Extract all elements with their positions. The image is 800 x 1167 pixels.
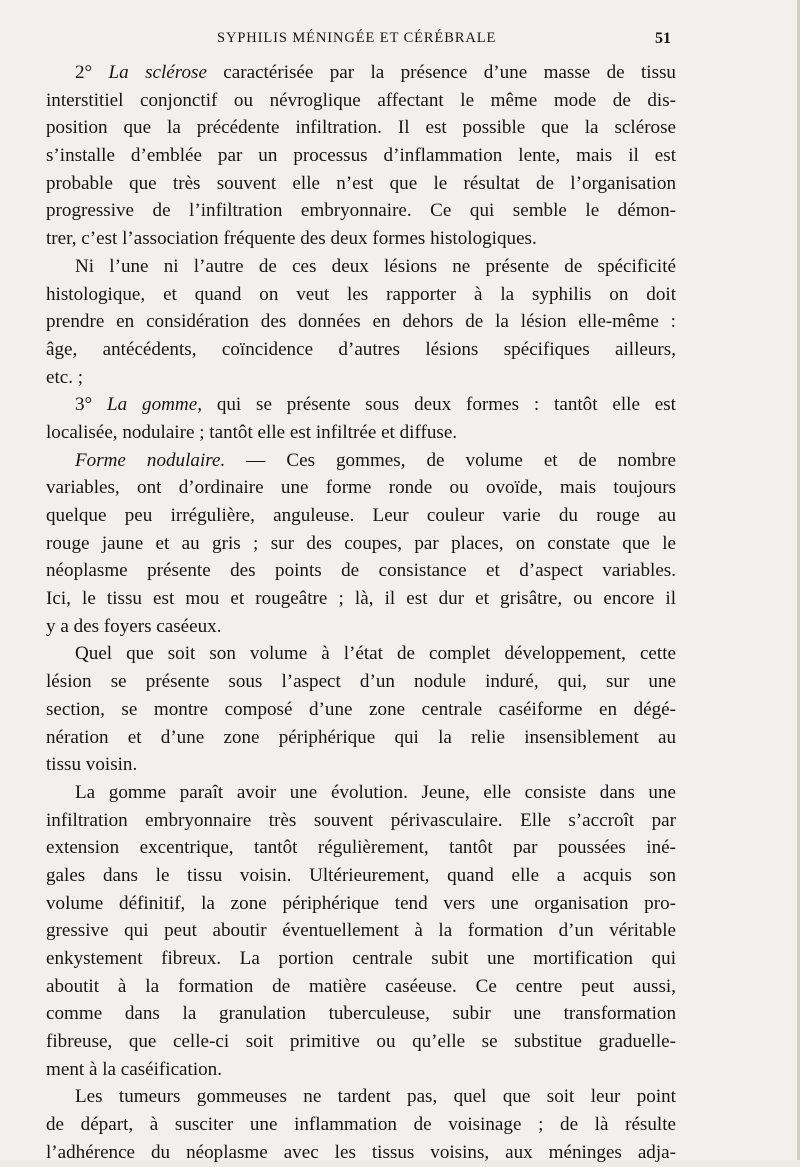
text-line: infiltration embryonnaire très souvent périvasculaire. Elle s’accroît par [46, 809, 676, 831]
text-line: La gomme paraît avoir une évolution. Jeune, elle consiste dans une [75, 781, 676, 803]
text-line: s’installe d’emblée par un processus d’inflammation lente, mais il est [46, 145, 676, 167]
text-line: comme dans la granulation tuberculeuse, subir une transformation [46, 1003, 676, 1025]
text-line: Les tumeurs gommeuses ne tardent pas, quel que soit leur point [75, 1086, 676, 1108]
text-line: localisée, nodulaire ; tantôt elle est infiltrée et diffuse. [46, 421, 458, 443]
text-line: etc. ; [46, 366, 84, 388]
text-line: 2° La sclérose caractérisée par la présence d’une masse de tissu [75, 62, 676, 83]
text-line: enkystement fibreux. La portion centrale subit une mortification qui [46, 948, 676, 969]
text-line: nération et d’une zone périphérique qui la relie insensiblement au [46, 726, 676, 748]
text-line: interstitiel conjonctif ou névroglique affectant le même mode de dis- [46, 89, 676, 111]
text-line: tissu voisin. [46, 754, 138, 776]
text-line: Ni l’une ni l’autre de ces deux lésions ne présente de spécificité [75, 255, 676, 277]
text-line: ment à la caséification. [46, 1058, 223, 1080]
text-line: rouge jaune et au gris ; sur des coupes, par places, on constate que le [46, 532, 676, 554]
text-line: gales dans le tissu voisin. Ultérieurement, quand elle a acquis son [46, 864, 676, 886]
text-line: position que la précédente infiltration. Il est possible que la sclérose [46, 117, 676, 139]
text-line: Ici, le tissu est mou et rougeâtre ; là, il est dur et grisâtre, ou encore il [46, 588, 676, 610]
running-head: SYPHILIS MÉNINGÉE ET CÉRÉBRALE [217, 30, 497, 46]
text-line: de départ, à susciter une inflammation de voisinage ; de là résulte [46, 1114, 676, 1136]
text-line: prendre en considération des données en dehors de la lésion elle-même : [46, 311, 676, 333]
text-line: Quel que soit son volume à l’état de complet développement, cette [75, 643, 676, 665]
text-line: gressive qui peut aboutir éventuellement à la formation d’un véritable [46, 920, 676, 942]
text-line: lésion se présente sous l’aspect d’un nodule induré, qui, sur une [46, 671, 676, 693]
text-line: l’adhérence du néoplasme avec les tissus voisins, aux méninges adja- [46, 1141, 676, 1163]
text-line: Forme nodulaire. — Ces gommes, de volume et de nombre [75, 449, 676, 471]
text-line: histologique, et quand on veut les rapporter à la syphilis on doit [46, 283, 676, 305]
text-line: probable que très souvent elle n’est que le résultat de l’organisation [46, 172, 676, 194]
text-line: 3° La gomme, qui se présente sous deux formes : tantôt elle est [75, 394, 676, 416]
text-line: âge, antécédents, coïncidence d’autres lésions spécifiques ailleurs, [46, 338, 676, 360]
page-number: 51 [655, 30, 671, 47]
text-line: aboutit à la formation de matière caséeuse. Ce centre peut aussi, [46, 975, 676, 997]
body-text [46, 59, 676, 1167]
text-line: progressive de l’infiltration embryonnaire. Ce qui semble le démon- [46, 200, 676, 222]
text-line: volume définitif, la zone périphérique tend vers une organisation pro- [46, 892, 676, 914]
text-line: variables, ont d’ordinaire une forme ronde ou ovoïde, mais toujours [46, 477, 676, 499]
text-line: néoplasme présente des points de consistance et d’aspect variables. [46, 560, 676, 582]
text-line: extension excentrique, tantôt régulièrement, tantôt par poussées iné- [46, 837, 676, 859]
text-line: section, se montre composé d’une zone centrale caséiforme en dégé- [46, 698, 676, 720]
text-line: fibreuse, que celle-ci soit primitive ou qu’elle se substitue graduelle- [46, 1031, 676, 1053]
text-line: quelque peu irrégulière, anguleuse. Leur couleur varie du rouge au [46, 505, 676, 526]
text-line: y a des foyers caséeux. [46, 615, 222, 637]
text-line: trer, c’est l’association fréquente des deux formes histologiques. [46, 228, 537, 250]
